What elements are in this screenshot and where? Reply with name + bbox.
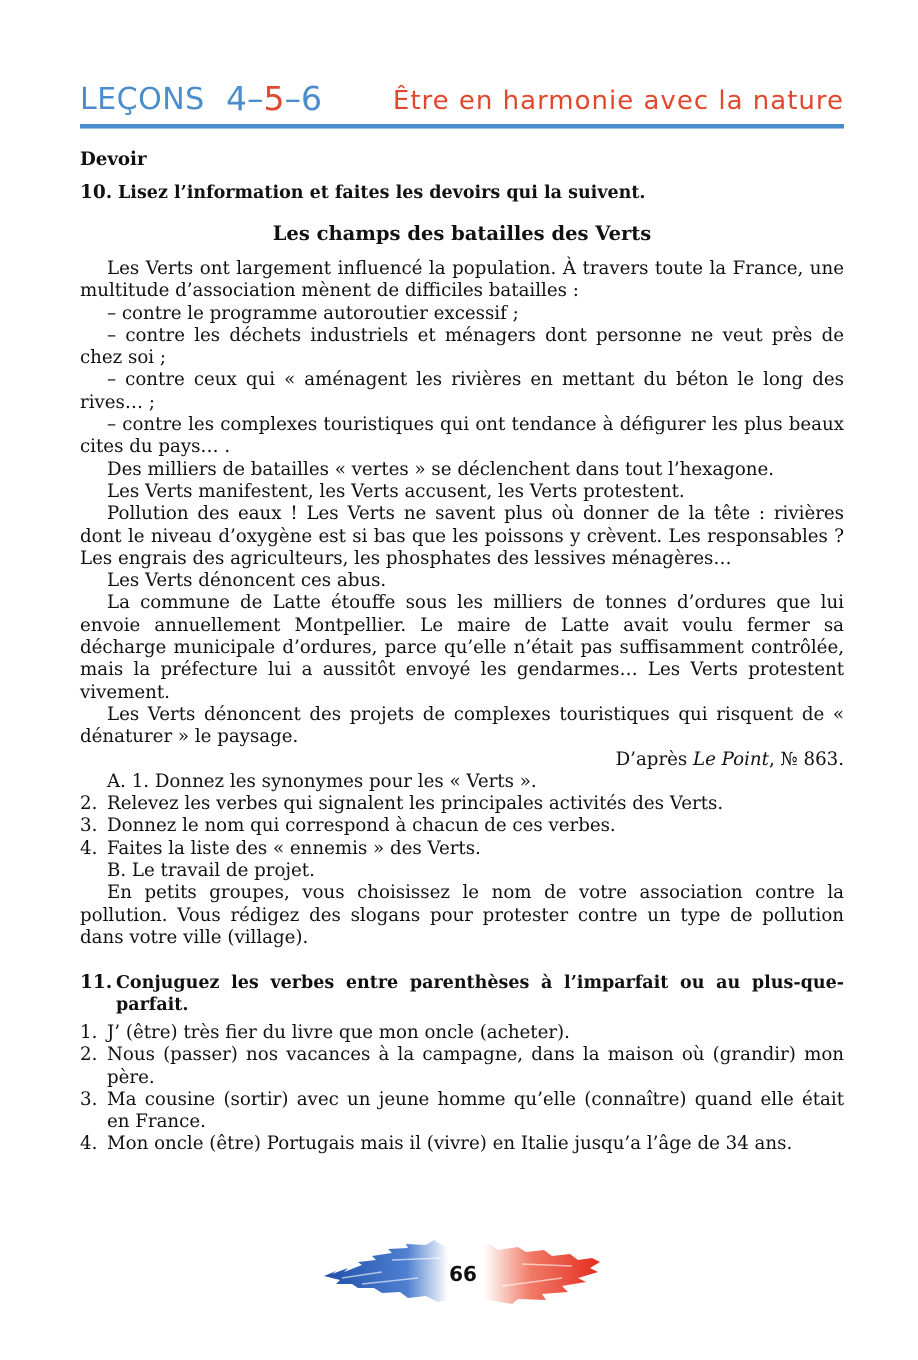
task-text: Relevez les verbes qui signalent les principales activités des Verts. [107, 793, 724, 815]
source-title: Le Point [693, 748, 769, 770]
lesson-numbers [226, 79, 322, 118]
page-number: 66 [449, 1262, 477, 1286]
lessons-label: LEÇONS [80, 82, 205, 117]
item-text: Mon oncle (être) Portugais mais il (vivre) en Italie jusqu’a l’âge de 34 ans. [107, 1133, 793, 1155]
task-item [80, 815, 844, 837]
section-label: Devoir [80, 149, 147, 170]
article-paragraph: La commune de Latte étouffe sous les milliers de tonnes d’ordures que lui envoie annuellement Montpellier. Le maire de Latte avait voulu fermer sa décharge municipale d’ordures, parce qu’elle n’était pas suffisamment contrôlée, mais la préfecture lui a aussitôt envoyé les gendarmes… Les Verts protestent vivement. [80, 592, 844, 703]
task-number: 3. [80, 815, 98, 837]
task-text: Donnez le nom qui correspond à chacun de ces verbes. [107, 815, 616, 837]
exercise-item [80, 1089, 844, 1134]
lesson-separator: – [284, 79, 301, 118]
item-text: Nous (passer) nos vacances à la campagne, dans la maison où (grandir) mon père. [107, 1044, 844, 1088]
article-source [80, 749, 844, 771]
item-text: Ma cousine (sortir) avec un jeune homme qu’elle (connaître) quand elle était en France. [107, 1088, 844, 1133]
chapter-title: Être en harmonie avec la nature [392, 86, 844, 116]
header-divider [80, 124, 844, 129]
instruction-text: Conjuguez les verbes entre parenthèses à l’imparfait ou au plus-que-parfait. [116, 973, 844, 1015]
item-number: 4. [80, 1133, 98, 1155]
article-paragraph: – contre les déchets industriels et ménagers dont personne ne veut près de chez soi ; [80, 324, 844, 369]
article-paragraph: – contre le programme autoroutier excessif ; [107, 302, 519, 324]
page-header [80, 79, 844, 124]
exercise-number: 11. [80, 972, 113, 993]
item-text: J’ (être) très fier du livre que mon oncle (acheter). [107, 1022, 570, 1043]
task-a-intro: A. 1. Donnez les synonymes pour les « Verts ». [107, 770, 537, 792]
exercise-11 [80, 972, 844, 1156]
article-paragraph: – contre les complexes touristiques qui ont tendance à défigurer les plus beaux cites du pays… . [80, 414, 844, 458]
exercise-number: 10. [80, 182, 113, 203]
article-paragraph: – contre ceux qui « aménagent les rivières en mettant du béton le long des rives… ; [80, 369, 844, 413]
article-paragraph: Les Verts manifestent, les Verts accusent, les Verts protestent. [107, 480, 685, 502]
lesson-number-5: 5 [263, 79, 285, 118]
article-paragraph: Des milliers de batailles « vertes » se déclenchent dans tout l’hexagone. [107, 458, 775, 480]
item-number: 2. [80, 1044, 98, 1066]
instruction-text: Lisez l’information et faites les devoirs qui la suivent. [118, 183, 646, 203]
source-prefix: D’après [615, 748, 694, 770]
source-suffix: , № 863. [768, 748, 844, 770]
exercise-item [80, 1022, 844, 1044]
lesson-number-6: 6 [301, 79, 322, 118]
item-number: 3. [80, 1088, 98, 1110]
lesson-number-4: 4 [226, 79, 247, 118]
article-body [80, 258, 844, 949]
item-number: 1. [80, 1022, 98, 1043]
article-paragraph: Les Verts dénoncent des projets de complexes touristiques qui risquent de « dénaturer » le paysage. [80, 703, 844, 748]
task-number: 4. [80, 837, 98, 859]
task-b-text: En petits groupes, vous choisissez le nom de votre association contre la pollution. Vous rédigez des slogans pour protester contre un type de pollution dans votre ville (village). [80, 882, 844, 948]
task-number: 2. [80, 793, 98, 815]
task-b-title: B. Le travail de projet. [107, 860, 315, 882]
article-title: Les champs des batailles des Verts [272, 222, 652, 245]
exercise-10-instruction [80, 182, 844, 204]
task-item [80, 838, 844, 860]
exercise-item [80, 1044, 844, 1089]
exercise-11-instruction [80, 972, 844, 1016]
lesson-separator: – [247, 79, 264, 118]
article-paragraph: Les Verts ont largement influencé la population. À travers toute la France, une multitude d’association mènent de difficiles batailles : [80, 258, 844, 302]
article-paragraph: Pollution des eaux ! Les Verts ne savent plus où donner de la tête : rivières dont le niveau d’oxygène est si bas que les poissons y crèvent. Les responsables ? Les engrais des agriculteurs, les phosphates des lessives ménagères… [80, 503, 844, 569]
task-text: Faites la liste des « ennemis » des Verts. [107, 837, 481, 859]
exercise-item [80, 1133, 844, 1155]
article-paragraph: Les Verts dénoncent ces abus. [107, 570, 387, 592]
task-item [80, 793, 844, 815]
